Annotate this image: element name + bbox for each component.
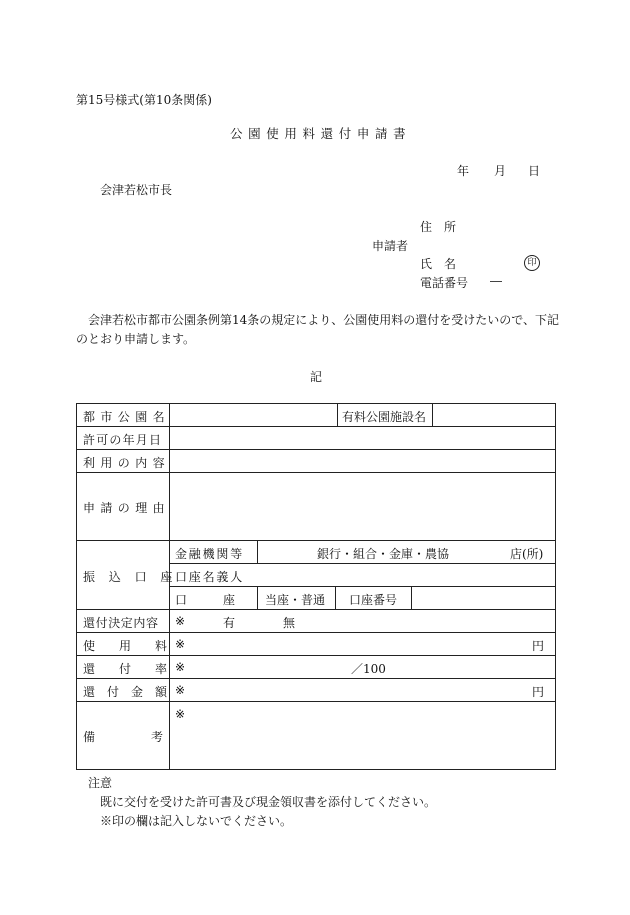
reason-field[interactable]: [169, 472, 555, 540]
seal-mark: 印: [524, 255, 540, 271]
mark-refund-decision: ※: [175, 614, 186, 628]
label-refund-amount: 還 付 金 額: [83, 685, 168, 699]
applicant-label: 申請者: [372, 239, 409, 253]
amount-yen: 円: [532, 685, 545, 699]
bank-types: 銀行・組合・金庫・農協: [317, 547, 450, 561]
rate-per-100: ／100: [351, 662, 386, 676]
account-number-field[interactable]: [411, 586, 555, 609]
ki-heading: 記: [310, 370, 323, 384]
label-account: 口 座: [175, 593, 236, 607]
phone-dash: ―: [490, 274, 502, 288]
permit-date-field[interactable]: [169, 426, 555, 449]
refund-yes: 有: [223, 616, 236, 630]
mark-rate: ※: [175, 660, 186, 674]
document-title: 公園使用料還付申請書: [230, 126, 412, 141]
label-remarks-2: 考: [151, 730, 164, 744]
label-remarks-1: 備: [83, 730, 96, 744]
remarks-field[interactable]: [169, 701, 555, 769]
note-2: ※印の欄は記入しないでください。: [100, 814, 293, 828]
account-holder-field[interactable]: [257, 563, 555, 586]
form-number: 第15号様式(第10条関係): [76, 93, 212, 107]
label-reason: 申請の理由: [83, 501, 171, 515]
label-account-number: 口座番号: [349, 593, 398, 607]
label-rate: 還 付 率: [83, 662, 168, 676]
note-1: 既に交付を受けた許可書及び現金領収書を添付してください。: [100, 795, 437, 809]
label-usage: 利用の内容: [83, 456, 171, 470]
label-transfer-account: 振込口座: [83, 570, 187, 584]
paid-facility-field[interactable]: [432, 404, 555, 426]
addressee: 会津若松市長: [100, 183, 173, 197]
mark-remarks: ※: [175, 707, 186, 721]
label-bank: 金融機関等: [175, 547, 245, 561]
park-name-field[interactable]: [169, 404, 337, 426]
label-fee: 使 用 料: [83, 639, 168, 653]
usage-field[interactable]: [169, 449, 555, 472]
body-line-2: のとおり申請します。: [76, 332, 196, 346]
label-paid-facility: 有料公園施設名: [342, 410, 427, 424]
branch-label: 店(所): [510, 547, 544, 561]
refund-no: 無: [283, 616, 296, 630]
application-table: [76, 403, 556, 770]
date-day: 日: [528, 164, 541, 178]
fee-yen: 円: [532, 639, 545, 653]
label-refund-decision: 還付決定内容: [83, 616, 159, 630]
label-park-name: 都市公園名: [83, 410, 171, 424]
address-label: 住 所: [420, 220, 457, 234]
mark-amount: ※: [175, 683, 186, 697]
notes-heading: 注意: [88, 776, 113, 790]
mark-fee: ※: [175, 637, 186, 651]
date-year: 年: [457, 164, 470, 178]
name-label: 氏 名: [420, 257, 457, 271]
label-account-holder: 口座名義人: [175, 570, 245, 584]
account-type: 当座・普通: [265, 593, 326, 607]
body-line-1: 会津若松市都市公園条例第14条の規定により、公園使用料の還付を受けたいので、下記: [88, 313, 560, 327]
date-month: 月: [494, 164, 507, 178]
phone-label: 電話番号: [420, 276, 469, 290]
label-permit-date: 許可の年月日: [83, 433, 163, 447]
